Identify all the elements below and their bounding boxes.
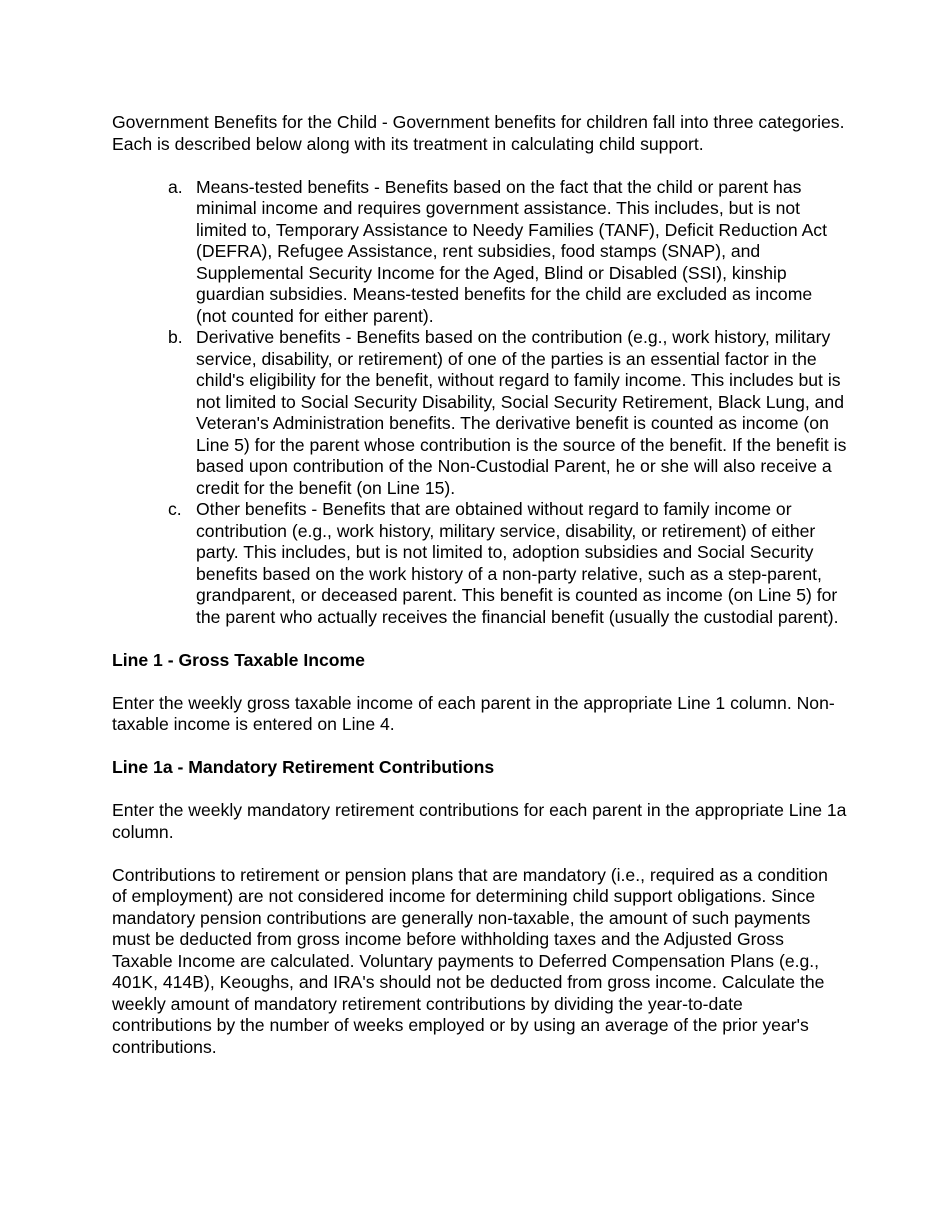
line1a-paragraph-2: Contributions to retirement or pension plans that are mandatory (i.e., required as a condition of employment) are not considered income for determining child support obligations. Since mandatory pension contributions are generally non-taxable, the amount of such payments must be deducted from gross income before withholding taxes and the Adjusted Gross Taxable Income are calculated. Voluntary payments to Deferred Compensation Plans (e.g., 401K, 414B), Keoughs, and IRA's should not be deducted from gross income. Calculate the weekly amount of mandatory retirement contributions by dividing the year-to-date contributions by the number of weeks employed or by using an average of the prior year's contributions. bbox=[112, 864, 828, 1057]
list-item bbox=[112, 499, 847, 628]
line1a-heading: Line 1a - Mandatory Retirement Contributions bbox=[112, 757, 495, 777]
line1-paragraph: Enter the weekly gross taxable income of each parent in the appropriate Line 1 column. Non-taxable income is entered on Line 4. bbox=[112, 692, 835, 734]
list-item bbox=[112, 177, 847, 328]
list-marker: a. bbox=[168, 176, 183, 197]
line1a-paragraph-1: Enter the weekly mandatory retirement contributions for each parent in the appropriate Line 1a column. bbox=[112, 800, 847, 842]
benefits-list bbox=[112, 177, 847, 629]
line1-heading: Line 1 - Gross Taxable Income bbox=[112, 649, 365, 670]
list-item-text: Means-tested benefits - Benefits based on the fact that the child or parent has minimal income and requires government assistance. This includes, but is not limited to, Temporary Assistance to Needy Families (TANF), Deficit Reduction Act (DEFRA), Refugee Assistance, rent subsidies, food stamps (SNAP), and Supplemental Security Income for the Aged, Blind or Disabled (SSI), kinship guardian subsidies. Means-tested benefits for the child are excluded as income (not counted for either parent). bbox=[196, 176, 827, 326]
intro-paragraph: Government Benefits for the Child - Government benefits for children fall into three categories. Each is described below along with its treatment in calculating child support. bbox=[112, 112, 845, 154]
list-item bbox=[112, 327, 847, 499]
list-marker: b. bbox=[168, 327, 183, 347]
document-page bbox=[112, 112, 847, 1080]
list-item-text: Other benefits - Benefits that are obtained without regard to family income or contribution (e.g., work history, military service, disability, or retirement) of either party. This includes, but is not limited to, adoption subsidies and Social Security benefits based on the work history of a non-party relative, such as a step-parent, grandparent, or deceased parent. This benefit is counted as income (on Line 5) for the parent who actually receives the financial benefit (usually the custodial parent). bbox=[196, 499, 839, 627]
list-item-text: Derivative benefits - Benefits based on the contribution (e.g., work history, military service, disability, or retirement) of one of the parties is an essential factor in the child's eligibility for the benefit, without regard to family income. This includes but is not limited to Social Security Disability, Social Security Retirement, Black Lung, and Veteran's Administration benefits. The derivative benefit is counted as income (on Line 5) for the parent whose contribution is the source of the benefit. If the benefit is based upon contribution of the Non-Custodial Parent, he or she will also receive a credit for the benefit (on Line 15). bbox=[196, 327, 847, 498]
list-marker: c. bbox=[168, 499, 182, 519]
